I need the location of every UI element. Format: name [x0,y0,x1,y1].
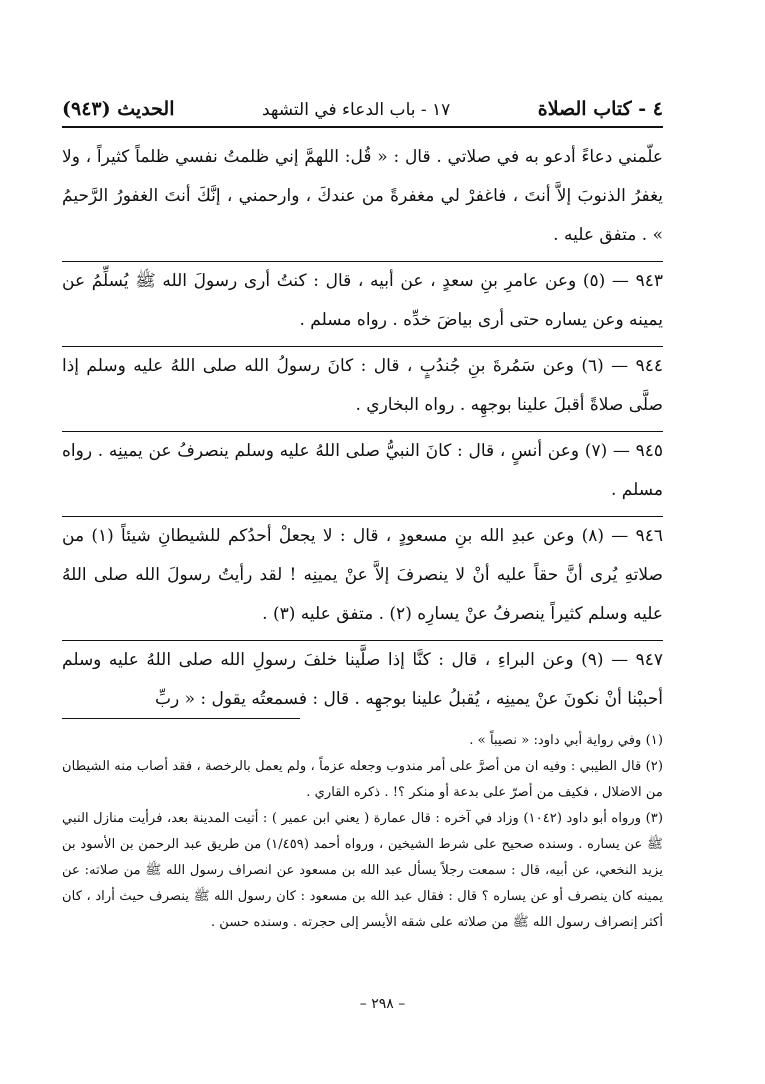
hadith-range: الحديث (٩٤٣) [62,98,175,120]
hadith-943: ٩٤٣ — (٥) وعن عامرِ بنِ سعدٍ ، عن أبيه ، قال : كنتُ أرى رسولَ الله ﷺ يُسلِّمُ عن يمينه وعن يساره حتى أرى بياضَ خدِّه . رواه مسلم . [62,271,663,330]
footnotes [62,728,663,936]
footnote-2: (٢) قال الطيبي : وفيه ان من أصرَّ على أمر مندوب وجعله عزماً ، ولم يعمل بالرخصة ، فقد أصاب منه الشيطان من الاضلال ، فكيف من أصرّ على بدعة أو منكر ؟! . ذكره القاري . [62,759,663,800]
footnote-separator [62,718,300,719]
chapter-title: ٤ - كتاب الصلاة [537,98,663,120]
footnote-1: (١) وفي رواية أبي داود: « نصيباً » . [469,733,663,748]
running-header [62,84,663,128]
hadith-944: ٩٤٤ — (٦) وعن سَمُرةَ بنِ جُندُبٍ ، قال : كانَ رسولُ الله صلى اللهُ عليه وسلم إذا صلَّى صلاةً أقبلَ علينا بوجهِه . رواه البخاري . [62,356,663,415]
hadith-947: ٩٤٧ — (٩) وعن البراءِ ، قال : كنَّا إذا صلَّينا خلفَ رسولِ الله صلى اللهُ عليه وسلم أحببْنا أنْ نكونَ عنْ يمينِه ، يُقبلُ علينا بوجهِه . قال : فسمعتُه يقول : « ربِّ [62,650,663,709]
footnote-3: (٣) ورواه أبو داود (١٠٤٢) وزاد في آخره : قال عمارة ( يعني ابن عمير ) : أتيت المدينة بعد، فرأيت منازل النبي ﷺ عن يساره . وسنده صحيح على شرط الشيخين ، ورواه أحمد (١/٤٥٩) من طريق عبد الرحمن بن الأسود بن يزيد النخعي، عن أبيه، قال : سمعت رجلاً يسأل عبد الله بن مسعود عن انصراف رسول الله ﷺ من صلاته: عن يمينه كان ينصرف أو عن يساره ؟ قال : فقال عبد الله بن مسعود : كان رسول الله ﷺ ينصرف حيث أراد ، كان أكثر إنصراف رسول الله ﷺ من صلاته على شقه الأيسر إلى حجرته . وسنده حسن . [62,811,663,930]
page-number: – ٢٩٨ – [359,996,406,1012]
hadith-945: ٩٤٥ — (٧) وعن أنسٍ ، قال : كانَ النبيُّ صلى اللهُ عليه وسلم ينصرفُ عن يمينِه . رواه مسلم . [62,441,663,500]
main-text [62,138,663,723]
paragraph-continuation: علّمني دعاءً أدعو به في صلاتي . قال : « قُل: اللهمَّ إني ظلمتُ نفسي ظلماً كثيراً ، ولا يغفرُ الذنوبَ إلاَّ أنتَ ، فاغفرْ لي مغفرةً من عندكَ ، وارحمني ، إنَّكَ أنتَ الغفورُ الرَّحيمُ » . متفق عليه . [62,147,663,245]
section-title: ١٧ - باب الدعاء في التشهد [261,100,451,120]
hadith-946: ٩٤٦ — (٨) وعن عبدِ الله بنِ مسعودٍ ، قال : لا يجعلْ أحدُكم للشيطانِ شيئاً (١) من صلاتهِ يُرى أنَّ حقاً عليه أنْ لا ينصرفَ إلاَّ عنْ يمينِه ! لقد رأيتُ رسولَ الله صلى اللهُ عليه وسلم كثيراً ينصرفُ عنْ يسارِه (٢) . متفق عليه (٣) . [62,526,663,624]
